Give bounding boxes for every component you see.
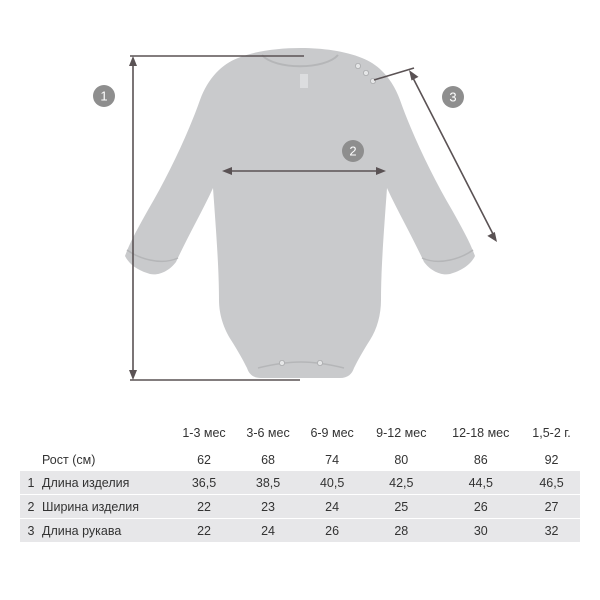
size-table <box>20 418 580 542</box>
table-cell: 24 <box>236 519 300 543</box>
row-label: Ширина изделия <box>42 495 172 519</box>
table-header-empty <box>20 418 172 448</box>
table-row-sleeve <box>20 519 580 543</box>
row-label: Длина изделия <box>42 471 172 495</box>
table-cell: 40,5 <box>300 471 364 495</box>
table-cell: 32 <box>523 519 580 543</box>
table-cell: 25 <box>364 495 438 519</box>
marker-3-label: 3 <box>449 89 457 105</box>
row-number <box>20 448 42 471</box>
table-cell: 44,5 <box>438 471 523 495</box>
column-header: 3-6 мес <box>246 426 290 440</box>
shoulder-snap <box>355 63 360 68</box>
marker-1-label: 1 <box>100 88 108 104</box>
crotch-snap <box>279 360 284 365</box>
table-header-row <box>20 418 580 448</box>
table-cell: 86 <box>473 452 488 467</box>
table-cell: 23 <box>236 495 300 519</box>
marker-3 <box>442 86 464 108</box>
table-cell: 46,5 <box>523 471 580 495</box>
neck-label <box>300 74 308 88</box>
table-cell: 22 <box>172 495 236 519</box>
column-header: 6-9 мес <box>310 426 354 440</box>
table-cell: 42,5 <box>364 471 438 495</box>
table-cell: 38,5 <box>236 471 300 495</box>
row-label: Рост (см) <box>42 452 96 467</box>
column-header: 1,5-2 г. <box>532 426 571 440</box>
table-cell: 26 <box>300 519 364 543</box>
table-row-length <box>20 471 580 495</box>
table-cell: 74 <box>325 452 340 467</box>
table-cell: 27 <box>523 495 580 519</box>
column-header: 9-12 мес <box>376 426 427 440</box>
row-label: Длина рукава <box>42 519 172 543</box>
table-cell: 28 <box>364 519 438 543</box>
marker-2 <box>342 140 364 162</box>
table-cell: 30 <box>438 519 523 543</box>
table-cell: 22 <box>172 519 236 543</box>
row-number: 1 <box>20 471 42 495</box>
row-number: 3 <box>20 519 42 543</box>
table-cell: 62 <box>197 452 211 467</box>
crotch-snap <box>317 360 322 365</box>
table-cell: 24 <box>300 495 364 519</box>
marker-1 <box>93 85 115 107</box>
table-cell: 26 <box>438 495 523 519</box>
table-cell: 36,5 <box>172 471 236 495</box>
column-header: 1-3 мес <box>182 426 226 440</box>
marker-2-label: 2 <box>349 143 357 159</box>
table-cell: 80 <box>394 452 409 467</box>
table-row-height <box>20 448 580 471</box>
row-number: 2 <box>20 495 42 519</box>
column-header: 12-18 мес <box>452 426 510 440</box>
table-cell: 68 <box>261 452 276 467</box>
table-cell: 92 <box>544 452 559 467</box>
table-row-width <box>20 495 580 519</box>
shoulder-snap <box>363 70 368 75</box>
